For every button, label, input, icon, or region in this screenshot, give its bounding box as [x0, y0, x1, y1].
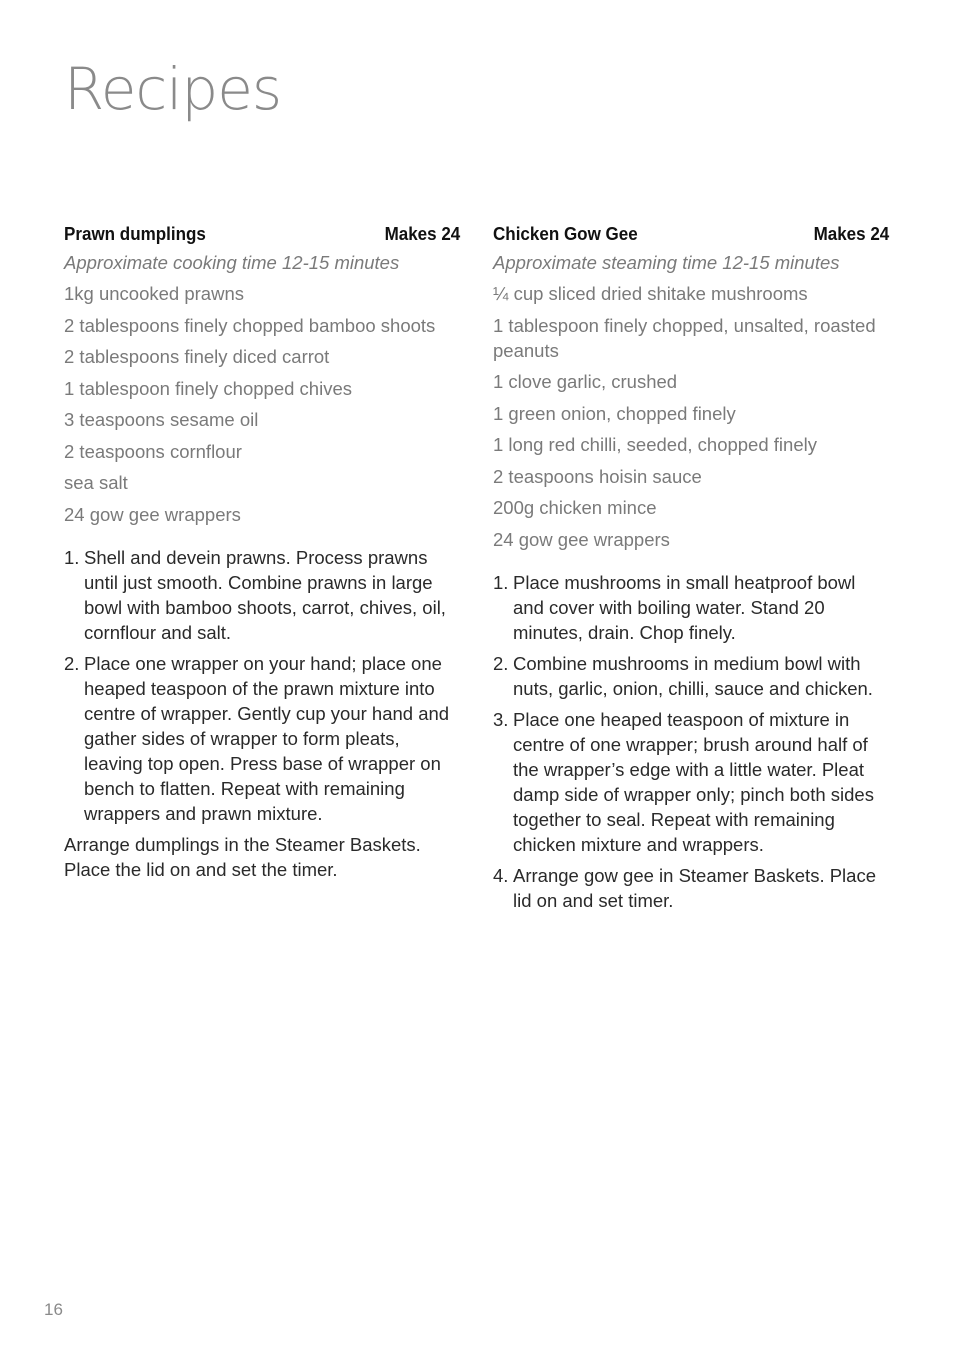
method-steps	[493, 570, 890, 913]
ingredient-item: 24 gow gee wrappers	[64, 503, 241, 525]
step-text: Place mushrooms in small heatproof bowl and cover with boiling water. Stand 20 minutes, drain. Chop finely.	[513, 571, 856, 643]
step-number: 1.	[64, 546, 80, 568]
method-step	[64, 545, 461, 645]
step-text: Shell and devein prawns. Process prawns until just smooth. Combine prawns in large bowl with bamboo shoots, carrot, chives, oil, cornflour and salt.	[84, 546, 446, 643]
page-number: 16	[44, 1300, 63, 1319]
ingredient-item: ¼ cup sliced dried shitake mushrooms	[493, 283, 808, 304]
ingredient-item: 2 teaspoons hoisin sauce	[493, 465, 702, 487]
step-text: Place one heaped teaspoon of mixture in centre of one wrapper; brush around half of the wrapper’s edge with a little water. Pleat damp side of wrapper only; pinch both sides together to seal. Repeat with remaining chicken mixture and wrappers.	[513, 708, 874, 855]
ingredient-item: 1 tablespoon finely chopped chives	[64, 377, 352, 399]
ingredient-item: 2 teaspoons cornflour	[64, 440, 242, 462]
method-step	[64, 651, 461, 826]
recipe-prawn-dumplings	[64, 222, 461, 882]
method-step	[493, 570, 890, 645]
ingredient-list	[64, 281, 461, 527]
page-title: Recipes	[64, 55, 282, 123]
step-number: 4.	[493, 864, 509, 886]
recipe-header	[493, 222, 889, 246]
ingredient-item: 24 gow gee wrappers	[493, 528, 670, 550]
step-number: 2.	[64, 652, 80, 674]
recipe-yield: Makes 24	[813, 223, 890, 244]
ingredient-item: 1 tablespoon finely chopped, unsalted, roasted peanuts	[493, 314, 876, 361]
method-steps	[64, 545, 461, 826]
step-text: Combine mushrooms in medium bowl with nuts, garlic, onion, chilli, sauce and chicken.	[513, 652, 873, 699]
recipe-name: Chicken Gow Gee	[493, 223, 638, 244]
ingredient-item: 2 tablespoons finely diced carrot	[64, 346, 330, 367]
step-number: 2.	[493, 652, 509, 674]
step-number: 1.	[493, 571, 509, 593]
ingredient-item: 200g chicken mince	[493, 497, 657, 518]
method-step	[493, 863, 890, 913]
recipe-time: Approximate cooking time 12-15 minutes	[64, 252, 400, 273]
ingredient-item: 1 clove garlic, crushed	[493, 371, 678, 392]
step-text: Arrange gow gee in Steamer Baskets. Place lid on and set timer.	[513, 864, 876, 911]
ingredient-item: 1 long red chilli, seeded, chopped finely	[493, 434, 817, 455]
method-step	[493, 707, 890, 857]
ingredient-item: 1 green onion, chopped finely	[493, 402, 736, 424]
recipe-header	[64, 222, 460, 246]
step-number: 3.	[493, 708, 509, 730]
ingredient-item: 2 tablespoons finely chopped bamboo shoots	[64, 314, 436, 336]
recipe-note: Arrange dumplings in the Steamer Baskets. Place the lid on and set the timer.	[64, 833, 421, 880]
step-text: Place one wrapper on your hand; place one heaped teaspoon of the prawn mixture into centre of wrapper. Gently cup your hand and gather sides of wrapper to form pleats, leaving top open. Press base of wrapper on bench to flatten. Repeat with remaining wrappers and prawn mixture.	[84, 652, 450, 824]
ingredient-item: sea salt	[64, 472, 128, 493]
method-step	[493, 651, 890, 701]
ingredient-list	[493, 281, 890, 552]
recipe-time: Approximate steaming time 12-15 minutes	[493, 252, 840, 273]
recipe-yield: Makes 24	[384, 223, 461, 244]
recipe-chicken-gow-gee	[493, 222, 890, 919]
ingredient-item: 1kg uncooked prawns	[64, 283, 244, 304]
ingredient-item: 3 teaspoons sesame oil	[64, 409, 259, 430]
recipe-name: Prawn dumplings	[64, 223, 206, 244]
